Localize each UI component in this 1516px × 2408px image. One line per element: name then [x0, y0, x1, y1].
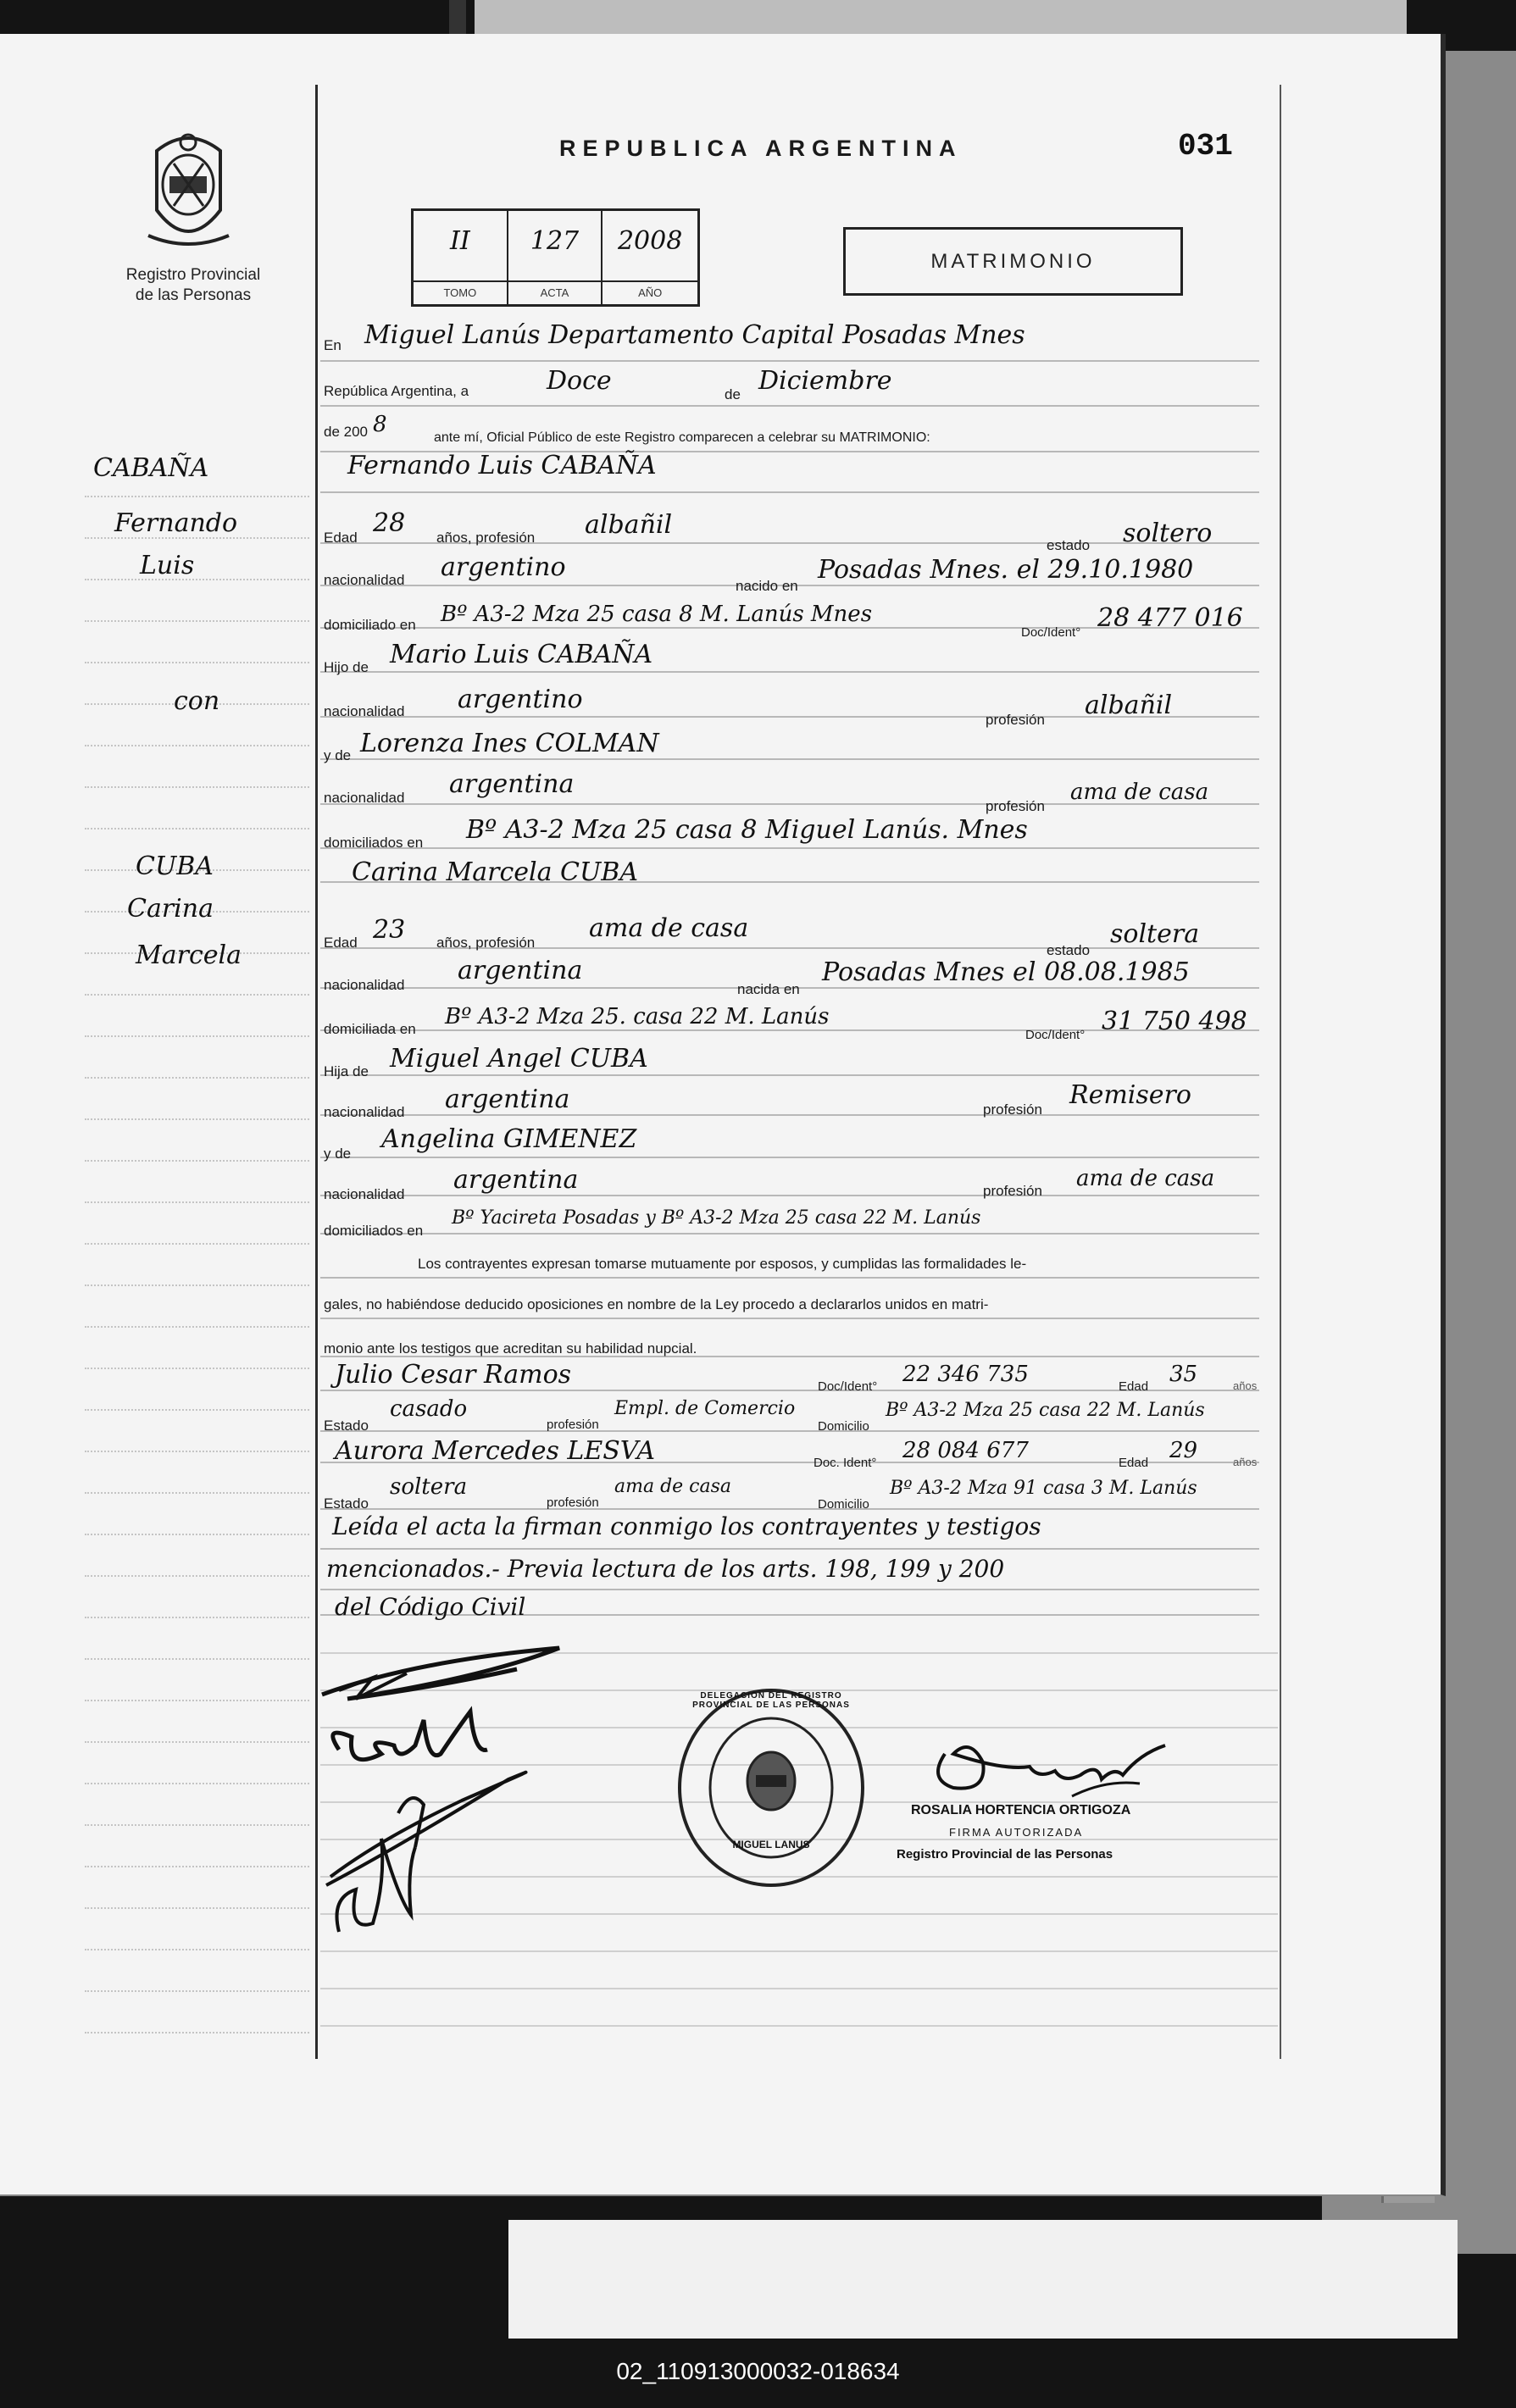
body-rule-line — [320, 1508, 1259, 1510]
groom-madre: Lorenza Ines COLMAN — [360, 729, 659, 758]
tomo-caption: TOMO — [414, 280, 507, 304]
bride-padre-nac: argentina — [445, 1085, 570, 1114]
de2-label: de 200 — [324, 424, 368, 440]
folio-number: 031 — [1178, 129, 1233, 164]
act-type-box: MATRIMONIO — [843, 227, 1183, 296]
groom-profesion: albañil — [585, 510, 673, 540]
tomo-cell — [414, 211, 508, 304]
margin-rule-line — [85, 620, 309, 622]
witness2-profesion: ama de casa — [614, 1476, 732, 1497]
legal-text-3: monio ante los testigos que acreditan su habilidad nupcial. — [324, 1340, 697, 1357]
anio-value: 2008 — [617, 226, 683, 256]
margin-rule-line — [85, 1451, 309, 1452]
groom-padres-dom-label: domiciliados en — [324, 835, 424, 851]
groom-doc: 28 477 016 — [1097, 603, 1243, 633]
closing-line-2: mencionados.- Previa lectura de los arts. 198, 199 y 200 — [326, 1555, 1005, 1583]
acta-value: 127 — [530, 226, 580, 256]
margin-rule-line — [85, 828, 309, 829]
registry-name — [100, 265, 286, 306]
margin-rule-line — [85, 1741, 309, 1743]
body-rule-line — [320, 1548, 1259, 1550]
bride-padre-prof-label: profesión — [983, 1101, 1042, 1118]
bride-madre-prof: ama de casa — [1076, 1166, 1215, 1191]
groom-nacionalidad: argentino — [441, 552, 566, 582]
margin-groom-given-2: Luis — [140, 551, 195, 580]
bride-padre: Miguel Angel CUBA — [390, 1044, 648, 1074]
margin-rule-line — [85, 1617, 309, 1618]
margin-rule-line — [85, 1534, 309, 1535]
groom-padre-prof: albañil — [1085, 691, 1173, 720]
bride-nacida: Posadas Mnes el 08.08.1985 — [822, 957, 1190, 987]
body-rule-line — [320, 671, 1259, 673]
closing-line-3: del Código Civil — [335, 1593, 526, 1621]
seal-inner-text: MIGUEL LANUS — [732, 1839, 810, 1850]
bride-doc: 31 750 498 — [1102, 1007, 1247, 1036]
signatures-icon — [314, 1644, 585, 1949]
groom-hijo-label: Hijo de — [324, 659, 369, 675]
groom-nacido: Posadas Mnes. el 29.10.1980 — [818, 555, 1194, 585]
official-role: FIRMA AUTORIZADA — [949, 1826, 1084, 1839]
body-rule-line — [320, 1950, 1278, 1952]
body-rule-line — [320, 847, 1259, 849]
body-rule-line — [320, 1277, 1259, 1279]
body-rule-line — [320, 405, 1259, 407]
anio-value-handwritten: 8 — [373, 412, 387, 437]
witness1-edad: 35 — [1169, 1362, 1198, 1387]
bride-profesion-label: años, profesión — [436, 935, 536, 951]
bride-domicilio-label: domiciliada en — [324, 1021, 416, 1037]
groom-edad: 28 — [373, 508, 406, 538]
registry-name-line2: de las Personas — [135, 286, 252, 304]
margin-groom-surname: CABAÑA — [93, 453, 209, 483]
dia-value: Doce — [547, 366, 612, 396]
groom-domicilio-label: domiciliado en — [324, 617, 416, 633]
witness1-profesion-label: profesión — [547, 1418, 599, 1432]
legal-text-1: Los contrayentes expresan tomarse mutuamente por esposos, y cumplidas las formalidades le- — [418, 1256, 1027, 1272]
mes-value: Diciembre — [758, 366, 892, 396]
groom-profesion-label: años, profesión — [436, 530, 536, 546]
margin-groom-given-1: Fernando — [114, 508, 238, 538]
groom-doc-label: Doc/Ident° — [1021, 625, 1081, 640]
groom-domicilio: Bº A3-2 Mza 25 casa 8 M. Lanús Mnes — [441, 602, 873, 627]
bride-name: Carina Marcela CUBA — [352, 857, 638, 887]
bride-padre-prof: Remisero — [1069, 1080, 1191, 1110]
document-id-footer: 02_110913000032-018634 — [616, 2358, 900, 2384]
groom-nacionalidad-label: nacionalidad — [324, 572, 405, 588]
bride-nacionalidad-label: nacionalidad — [324, 977, 405, 993]
margin-rule-line — [85, 1409, 309, 1411]
witness1-estado: casado — [390, 1396, 468, 1422]
background-page-bottom — [508, 2220, 1458, 2339]
official-name: ROSALIA HORTENCIA ORTIGOZA — [911, 1803, 1131, 1817]
witness2-doc-label: Doc. Ident° — [814, 1456, 877, 1470]
margin-rule-line — [85, 1658, 309, 1660]
margin-rule-line — [85, 1907, 309, 1909]
en-value: Miguel Lanús Departamento Capital Posadas Mnes — [364, 320, 1025, 350]
bride-madre-prof-label: profesión — [983, 1183, 1042, 1199]
bride-domicilio: Bº A3-2 Mza 25. casa 22 M. Lanús — [445, 1004, 830, 1029]
country-heading: REPUBLICA ARGENTINA — [559, 136, 963, 161]
acta-cell — [508, 211, 603, 304]
body-rule-line — [320, 1318, 1259, 1319]
anio-caption: AÑO — [603, 280, 697, 304]
margin-rule-line — [85, 1077, 309, 1079]
groom-madre-nac: argentina — [449, 769, 575, 799]
groom-padre-nac-label: nacionalidad — [324, 703, 405, 719]
margin-rule-line — [85, 1368, 309, 1369]
body-rule-line — [320, 1430, 1259, 1432]
bride-nacionalidad: argentina — [458, 956, 583, 985]
body-rule-line — [320, 1195, 1259, 1196]
witness1-edad-label: Edad — [1119, 1379, 1149, 1394]
bride-madre-nac: argentina — [453, 1165, 579, 1195]
margin-rule-line — [85, 1949, 309, 1950]
margin-rule-line — [85, 1326, 309, 1328]
groom-estado-label: estado — [1047, 537, 1091, 553]
margin-rule-line — [85, 1866, 309, 1867]
bride-nacida-label: nacida en — [737, 981, 800, 997]
closing-line-1: Leída el acta la firman conmigo los contrayentes y testigos — [332, 1512, 1041, 1540]
margin-rule-line — [85, 1824, 309, 1826]
witness2-name: Aurora Mercedes LESVA — [335, 1436, 656, 1466]
body-rule-line — [320, 2025, 1278, 2027]
margin-rule-line — [85, 1990, 309, 1992]
bride-madre-nac-label: nacionalidad — [324, 1186, 405, 1202]
margin-rule-line — [85, 1243, 309, 1245]
margin-rule-line — [85, 1201, 309, 1203]
registry-name-line1: Registro Provincial — [125, 266, 261, 284]
body-rule-line — [320, 1589, 1259, 1590]
coat-of-arms-icon — [140, 125, 237, 252]
margin-rule-line — [85, 1492, 309, 1494]
witness2-profesion-label: profesión — [547, 1495, 599, 1510]
seal-ring-text: DELEGACION DEL REGISTRO PROVINCIAL DE LAS PERSONAS — [692, 1691, 850, 1710]
bride-profesion: ama de casa — [589, 913, 749, 943]
delegation-seal — [674, 1686, 869, 1889]
anio-cell — [603, 211, 697, 304]
witness2-estado-label: Estado — [324, 1495, 369, 1512]
body-rule-line — [320, 1233, 1259, 1235]
body-rule-line — [320, 360, 1259, 362]
groom-madre-nac-label: nacionalidad — [324, 790, 405, 806]
margin-rule-line — [85, 1700, 309, 1701]
body-rule-line — [320, 1988, 1278, 1989]
official-office: Registro Provincial de las Personas — [897, 1847, 1113, 1861]
acta-caption: ACTA — [508, 280, 602, 304]
official-signature-icon — [919, 1720, 1174, 1813]
body-rule-line — [320, 1074, 1259, 1076]
body-rule-line — [320, 491, 1259, 493]
bride-padre-nac-label: nacionalidad — [324, 1104, 405, 1120]
groom-madre-prof-label: profesión — [986, 798, 1045, 814]
witness2-anios-label: años — [1233, 1456, 1258, 1468]
margin-rule-line — [85, 786, 309, 788]
groom-edad-label: Edad — [324, 530, 358, 546]
bride-estado: soltera — [1110, 919, 1200, 949]
right-margin-line — [1280, 85, 1281, 2059]
margin-rule-line — [85, 1035, 309, 1037]
ante-text: ante mí, Oficial Público de este Registro comparecen a celebrar su MATRIMONIO: — [434, 430, 930, 445]
bride-madre: Angelina GIMENEZ — [381, 1124, 637, 1154]
witness1-domicilio-label: Domicilio — [818, 1419, 869, 1434]
witness2-edad-label: Edad — [1119, 1456, 1149, 1470]
groom-estado: soltero — [1123, 519, 1213, 548]
margin-rule-line — [85, 662, 309, 663]
tomo-value: II — [449, 226, 470, 256]
seal-icon — [674, 1686, 869, 1889]
margin-rule-line — [85, 1783, 309, 1784]
body-rule-line — [320, 1157, 1259, 1158]
witness1-domicilio: Bº A3-2 Mza 25 casa 22 M. Lanús — [886, 1400, 1205, 1421]
bride-hija-label: Hija de — [324, 1063, 369, 1079]
witness2-domicilio-label: Domicilio — [818, 1497, 869, 1512]
witness2-estado: soltera — [390, 1474, 468, 1500]
groom-name: Fernando Luis CABAÑA — [347, 451, 657, 480]
republica-label: República Argentina, a — [324, 383, 469, 399]
groom-padres-dom: Bº A3-2 Mza 25 casa 8 Miguel Lanús. Mnes — [466, 815, 1028, 845]
margin-rule-line — [85, 496, 309, 497]
witness1-estado-label: Estado — [324, 1418, 369, 1434]
en-label: En — [324, 337, 342, 353]
margin-rule-line — [85, 1118, 309, 1120]
margin-rule-line — [85, 1284, 309, 1286]
bride-doc-label: Doc/Ident° — [1025, 1028, 1086, 1042]
bride-estado-label: estado — [1047, 942, 1091, 958]
groom-padre: Mario Luis CABAÑA — [390, 640, 653, 669]
witness2-edad: 29 — [1169, 1438, 1198, 1463]
witness2-domicilio: Bº A3-2 Mza 91 casa 3 M. Lanús — [890, 1478, 1197, 1499]
bride-padres-dom-label: domiciliados en — [324, 1223, 424, 1239]
registry-box — [411, 208, 700, 307]
groom-madre-prof: ama de casa — [1070, 780, 1209, 805]
margin-con: con — [174, 686, 220, 716]
groom-padre-prof-label: profesión — [986, 712, 1045, 728]
margin-rule-line — [85, 579, 309, 580]
margin-bride-given-2: Marcela — [136, 940, 242, 970]
margin-rule-line — [85, 1160, 309, 1162]
bride-yde-label: y de — [324, 1146, 352, 1162]
witness1-name: Julio Cesar Ramos — [335, 1360, 572, 1390]
groom-nacido-label: nacido en — [736, 578, 798, 594]
margin-rule-line — [85, 2032, 309, 2033]
witness1-doc-label: Doc/Ident° — [818, 1379, 878, 1394]
bride-edad-label: Edad — [324, 935, 358, 951]
margin-bride-given-1: Carina — [127, 894, 214, 924]
margin-rule-line — [85, 745, 309, 746]
body-rule-line — [320, 758, 1259, 760]
witness2-doc: 28 084 677 — [902, 1438, 1029, 1463]
legal-text-2: gales, no habiéndose deducido oposiciones en nombre de la Ley procedo a declararlos unidos en matri- — [324, 1296, 989, 1312]
witness1-anios-label: años — [1233, 1379, 1258, 1392]
bride-edad: 23 — [373, 915, 406, 945]
body-rule-line — [320, 1114, 1259, 1116]
bride-padres-dom: Bº Yacireta Posadas y Bº A3-2 Mza 25 casa 22 M. Lanús — [452, 1207, 981, 1229]
margin-bride-surname: CUBA — [136, 852, 214, 881]
witness1-doc: 22 346 735 — [902, 1362, 1029, 1387]
groom-padre-nac: argentino — [458, 685, 583, 714]
margin-rule-line — [85, 1575, 309, 1577]
margin-rule-line — [85, 994, 309, 996]
de-label: de — [725, 386, 741, 402]
witness1-profesion: Empl. de Comercio — [614, 1398, 796, 1419]
groom-yde-label: y de — [324, 747, 352, 763]
